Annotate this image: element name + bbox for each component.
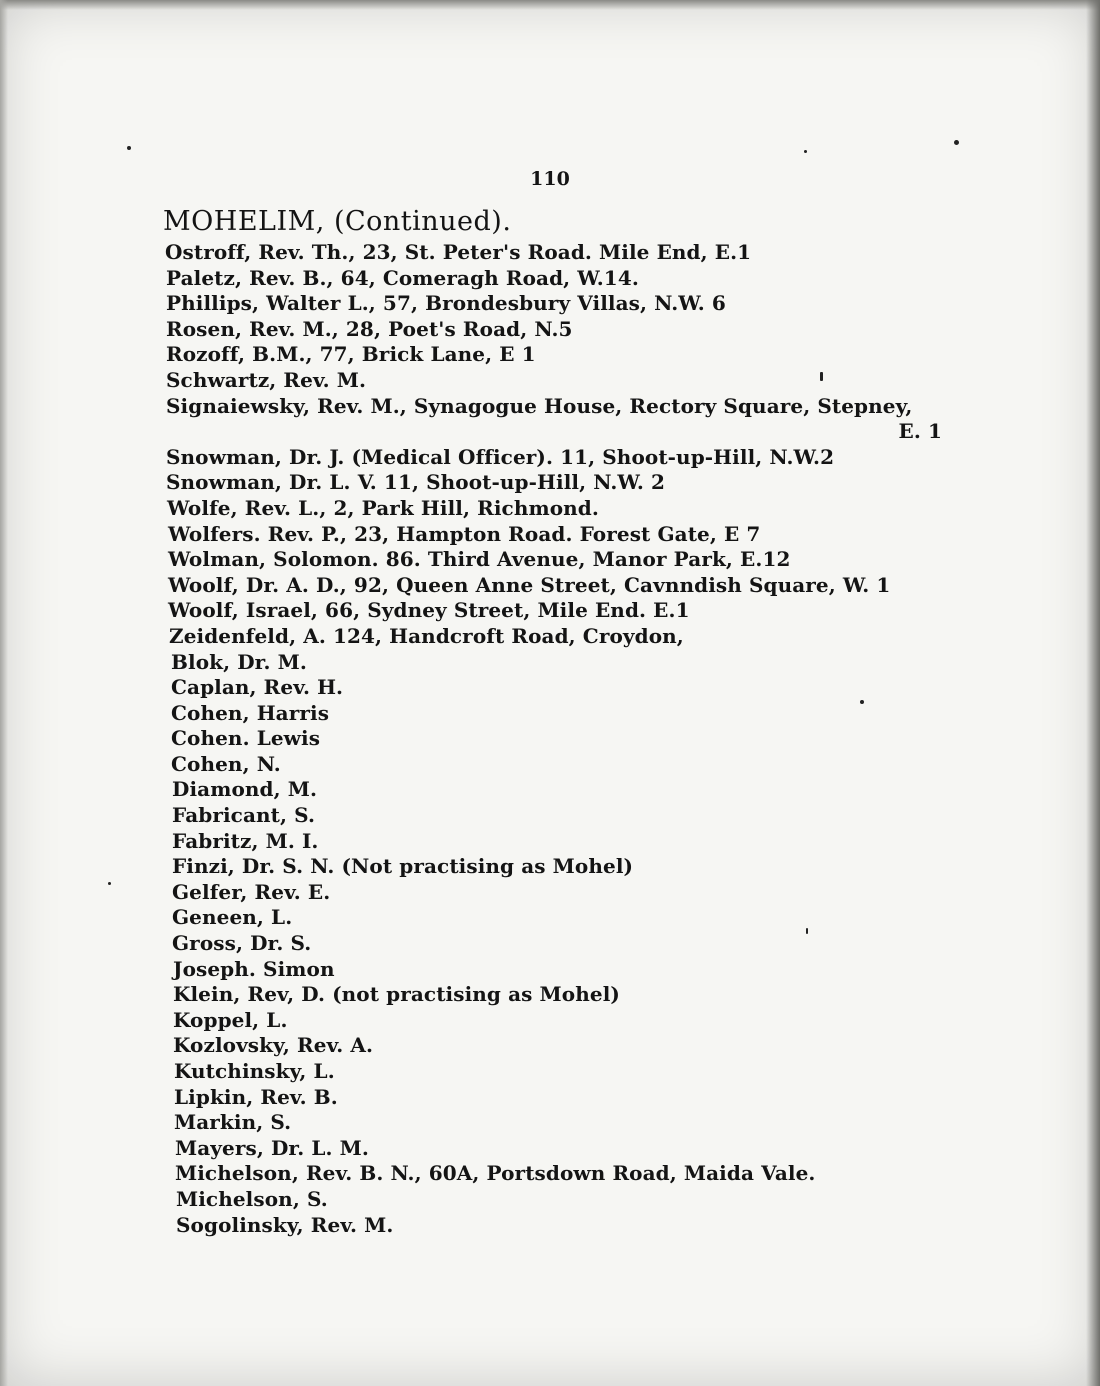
directory-entry xyxy=(0,1059,1100,1085)
page-number: 110 xyxy=(530,168,570,190)
entry-text: Sogolinsky, Rev. M. xyxy=(176,1212,394,1237)
scan-speck xyxy=(127,146,131,150)
entry-text: Mayers, Dr. L. M. xyxy=(175,1135,369,1160)
directory-entry xyxy=(0,240,1100,266)
directory-entry xyxy=(0,675,1100,701)
entry-text: Phillips, Walter L., 57, Brondesbury Villas, N.W. 6 xyxy=(166,291,726,316)
directory-entry xyxy=(0,1008,1100,1034)
directory-entry xyxy=(0,752,1100,778)
directory-entry xyxy=(0,650,1100,676)
entry-text: Gross, Dr. S. xyxy=(172,931,312,956)
directory-entry xyxy=(0,1187,1100,1213)
entry-text: Zeidenfeld, A. 124, Handcroft Road, Croydon, xyxy=(169,623,684,648)
entry-text: Gelfer, Rev. E. xyxy=(172,879,331,904)
directory-entry xyxy=(0,598,1100,624)
entry-text: Fabricant, S. xyxy=(172,803,316,828)
entry-text: Rosen, Rev. M., 28, Poet's Road, N.5 xyxy=(166,316,573,341)
entry-text: Schwartz, Rev. M. xyxy=(166,367,367,392)
directory-entry xyxy=(0,342,1100,368)
directory-entry xyxy=(0,317,1100,343)
directory-entry xyxy=(0,1136,1100,1162)
entry-text: Diamond, M. xyxy=(172,777,318,802)
directory-entry xyxy=(0,701,1100,727)
directory-entry xyxy=(0,522,1100,548)
entry-text: Koppel, L. xyxy=(173,1007,288,1032)
directory-entry xyxy=(0,470,1100,496)
directory-entry xyxy=(0,445,1100,471)
entry-text: Klein, Rev, D. (not practising as Mohel) xyxy=(173,982,620,1007)
section-heading: MOHELIM, (Continued). xyxy=(163,206,512,237)
scan-speck xyxy=(804,150,807,153)
entry-text: Kozlovsky, Rev. A. xyxy=(173,1033,374,1058)
entry-text: Paletz, Rev. B., 64, Comeragh Road, W.14. xyxy=(166,265,639,290)
entry-text: Michelson, Rev. B. N., 60A, Portsdown Road, Maida Vale. xyxy=(175,1161,816,1186)
entry-text: Lipkin, Rev. B. xyxy=(174,1084,338,1109)
entry-text: Michelson, S. xyxy=(176,1186,328,1211)
scan-speck xyxy=(954,140,959,145)
entry-text: Joseph. Simon xyxy=(173,956,335,981)
directory-entry xyxy=(0,803,1100,829)
directory-entry xyxy=(0,368,1100,394)
entry-text: Wolfers. Rev. P., 23, Hampton Road. Forest Gate, E 7 xyxy=(168,521,761,546)
entry-text: Woolf, Israel, 66, Sydney Street, Mile End. E.1 xyxy=(168,598,690,623)
directory-entry xyxy=(0,1213,1100,1239)
directory-entry xyxy=(0,931,1100,957)
entry-text: Rozoff, B.M., 77, Brick Lane, E 1 xyxy=(166,342,536,367)
entry-text: Fabritz, M. I. xyxy=(172,828,319,853)
directory-entry xyxy=(0,829,1100,855)
directory-entry xyxy=(0,854,1100,880)
scan-edge-top xyxy=(0,0,1100,10)
directory-entry xyxy=(0,957,1100,983)
entry-text: Snowman, Dr. J. (Medical Officer). 11, Shoot-up-Hill, N.W.2 xyxy=(166,444,835,469)
directory-entry xyxy=(0,726,1100,752)
entry-text: Wolfe, Rev. L., 2, Park Hill, Richmond. xyxy=(167,495,599,520)
entry-text: Ostroff, Rev. Th., 23, St. Peter's Road. Mile End, E.1 xyxy=(165,240,752,264)
directory-entry xyxy=(0,1110,1100,1136)
entry-text: Signaiewsky, Rev. M., Synagogue House, Rectory Square, Stepney, xyxy=(166,393,913,418)
directory-list xyxy=(0,240,1100,1238)
entry-text: Markin, S. xyxy=(174,1110,292,1135)
directory-entry xyxy=(0,880,1100,906)
entry-text: Cohen. Lewis xyxy=(171,726,321,751)
entry-text: Blok, Dr. M. xyxy=(171,649,307,674)
directory-entry xyxy=(0,624,1100,650)
directory-entry xyxy=(0,905,1100,931)
entry-text: Finzi, Dr. S. N. (Not practising as Mohel) xyxy=(172,854,634,879)
directory-entry xyxy=(0,266,1100,292)
directory-entry xyxy=(0,573,1100,599)
directory-entry xyxy=(0,982,1100,1008)
directory-entry xyxy=(0,1085,1100,1111)
entry-text: Snowman, Dr. L. V. 11, Shoot-up-Hill, N.W. 2 xyxy=(166,470,665,495)
entry-text: Geneen, L. xyxy=(172,905,293,930)
directory-entry xyxy=(0,1033,1100,1059)
directory-entry xyxy=(0,394,1100,445)
entry-text: Kutchinsky, L. xyxy=(174,1059,335,1083)
entry-continuation: E. 1 xyxy=(898,419,942,444)
directory-entry xyxy=(0,291,1100,317)
entry-text: Wolman, Solomon. 86. Third Avenue, Manor Park, E.12 xyxy=(168,547,791,572)
directory-entry xyxy=(0,1161,1100,1187)
directory-entry xyxy=(0,547,1100,573)
entry-text: Woolf, Dr. A. D., 92, Queen Anne Street, Cavnndish Square, W. 1 xyxy=(168,572,891,597)
directory-entry xyxy=(0,777,1100,803)
entry-text: Cohen, Harris xyxy=(171,700,330,725)
entry-text: Cohen, N. xyxy=(171,751,281,776)
entry-text: Caplan, Rev. H. xyxy=(171,675,344,700)
directory-entry xyxy=(0,496,1100,522)
